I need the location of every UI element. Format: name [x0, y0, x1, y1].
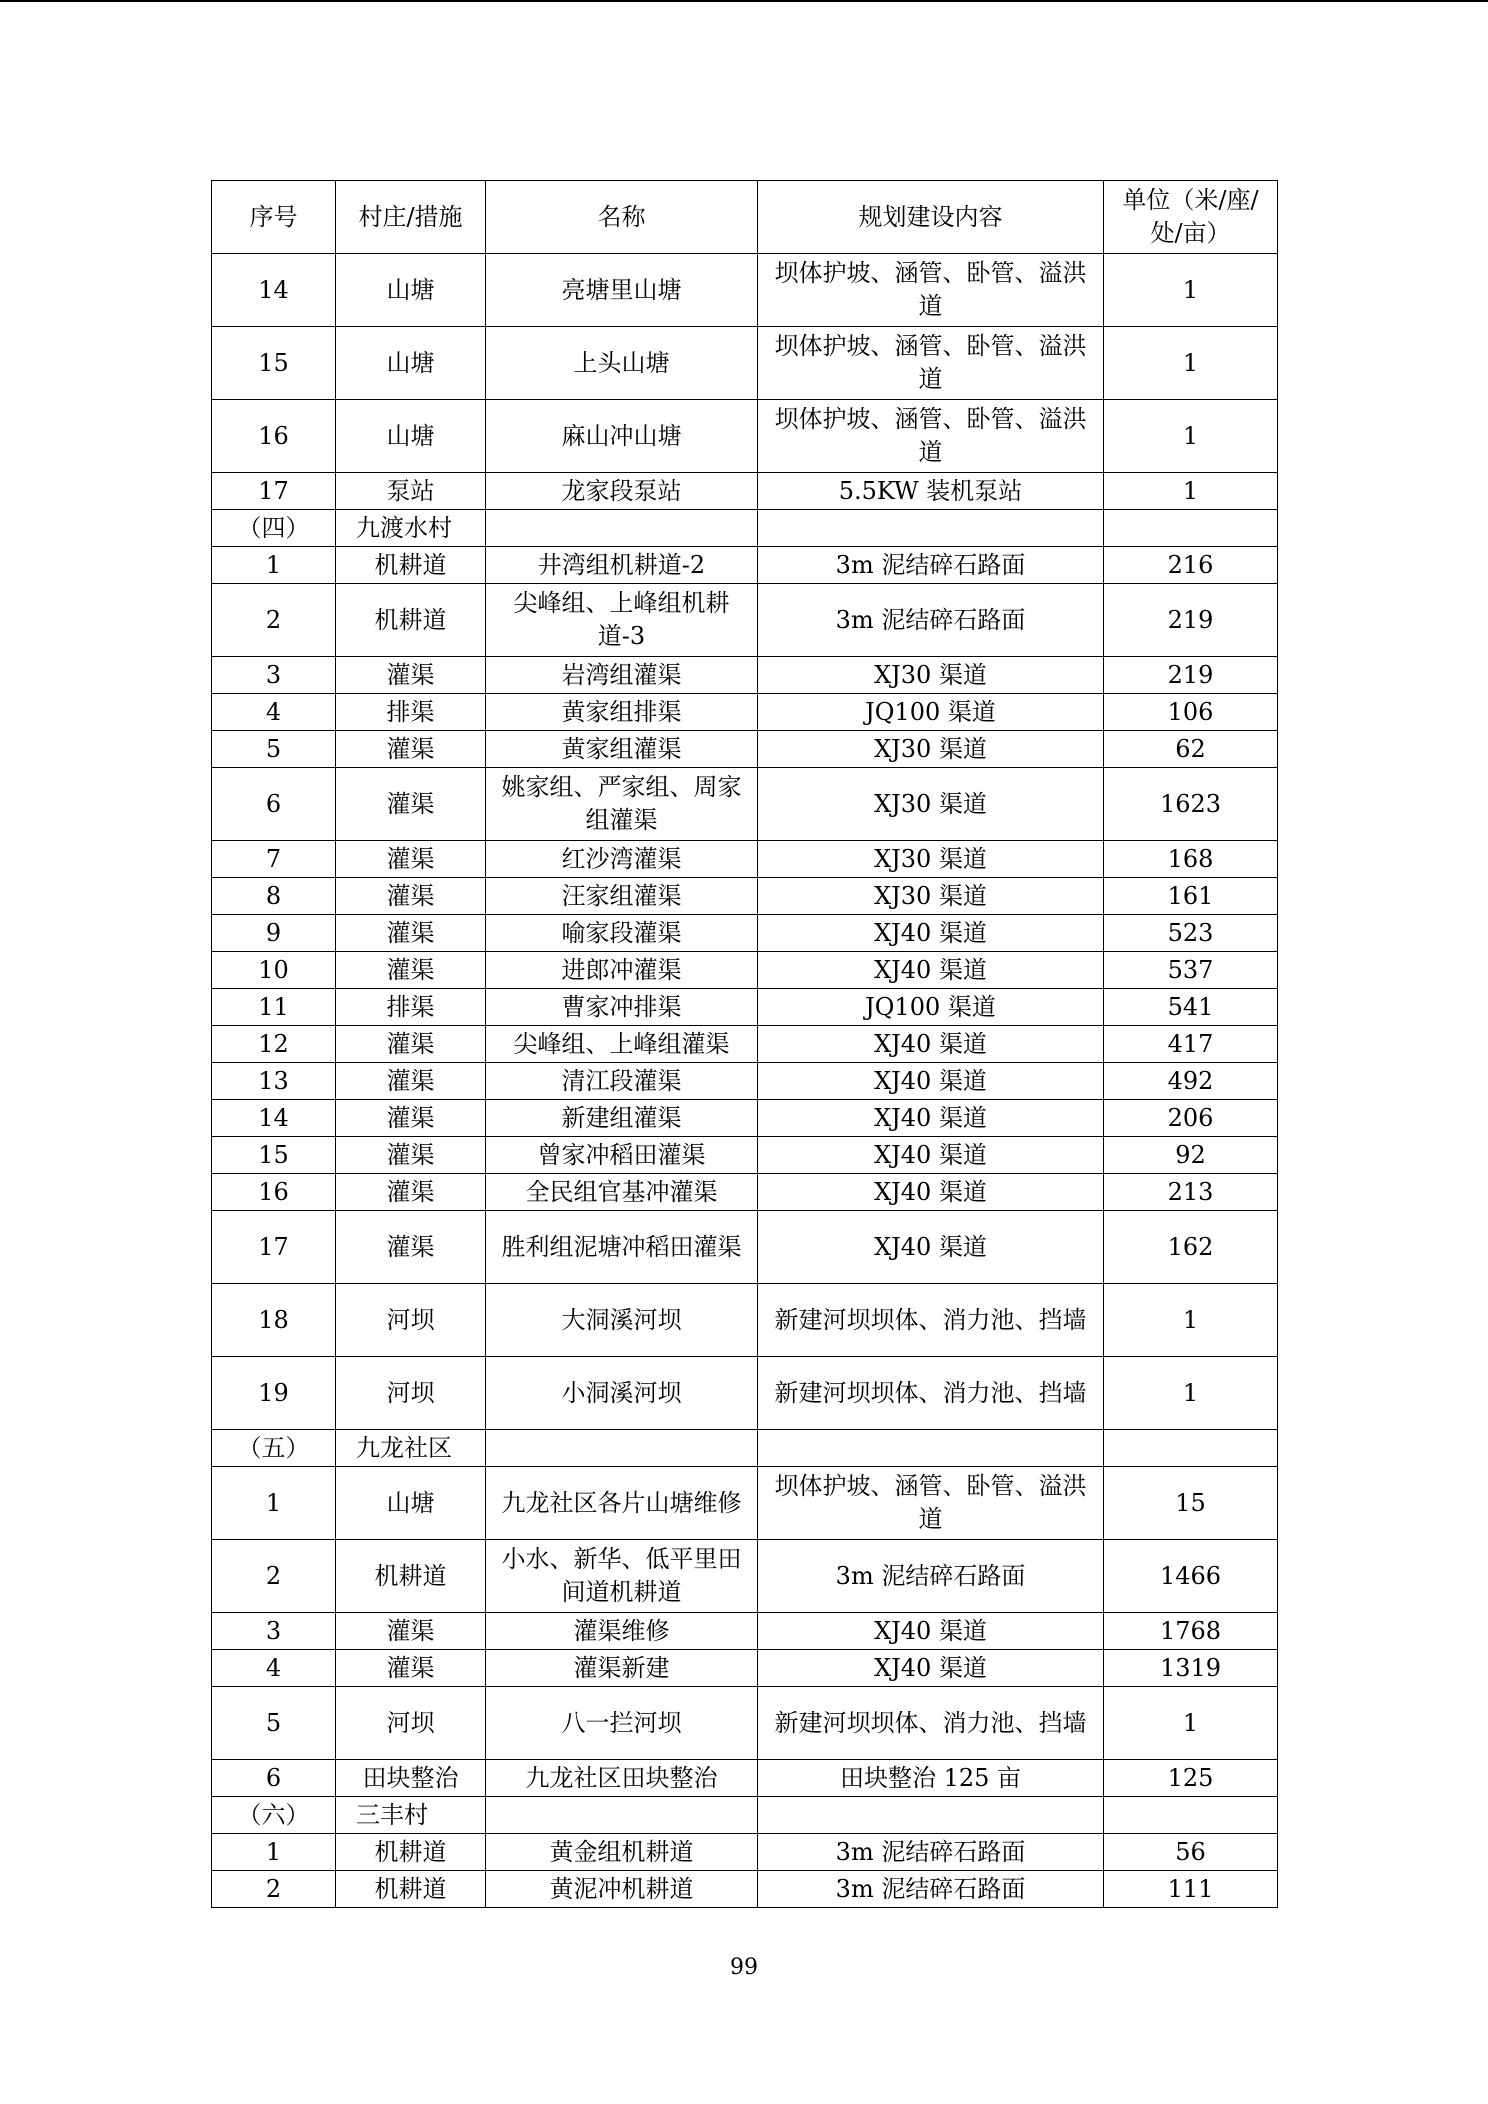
cell-content: 3m 泥结碎石路面	[758, 547, 1104, 584]
cell-content: XJ30 渠道	[758, 841, 1104, 878]
cell-category: 灌渠	[336, 952, 486, 989]
cell-quantity: 206	[1104, 1100, 1278, 1137]
cell-empty	[486, 510, 758, 547]
cell-index: 15	[212, 1137, 336, 1174]
cell-category: 灌渠	[336, 1613, 486, 1650]
cell-content: JQ100 渠道	[758, 989, 1104, 1026]
cell-content: 坝体护坡、涵管、卧管、溢洪道	[758, 1467, 1104, 1540]
cell-category: 机耕道	[336, 547, 486, 584]
header-index: 序号	[212, 181, 336, 254]
cell-index: 19	[212, 1357, 336, 1430]
cell-empty	[758, 1797, 1104, 1834]
section-village: 三丰村	[336, 1797, 486, 1834]
cell-name: 黄金组机耕道	[486, 1834, 758, 1871]
cell-name: 灌渠新建	[486, 1650, 758, 1687]
cell-index: 7	[212, 841, 336, 878]
cell-quantity: 1	[1104, 327, 1278, 400]
table-row	[212, 584, 1278, 657]
cell-category: 机耕道	[336, 1540, 486, 1613]
section-row	[212, 1430, 1278, 1467]
cell-index: 5	[212, 731, 336, 768]
cell-quantity: 523	[1104, 915, 1278, 952]
cell-category: 灌渠	[336, 841, 486, 878]
cell-category: 机耕道	[336, 1834, 486, 1871]
cell-category: 灌渠	[336, 1211, 486, 1284]
cell-content: XJ30 渠道	[758, 878, 1104, 915]
cell-category: 灌渠	[336, 878, 486, 915]
cell-name: 九龙社区各片山塘维修	[486, 1467, 758, 1540]
header-unit: 单位（米/座/处/亩）	[1104, 181, 1278, 254]
planning-table	[211, 180, 1278, 1908]
header-village-measure: 村庄/措施	[336, 181, 486, 254]
cell-name: 麻山冲山塘	[486, 400, 758, 473]
cell-category: 灌渠	[336, 1100, 486, 1137]
cell-index: 8	[212, 878, 336, 915]
header-name: 名称	[486, 181, 758, 254]
cell-index: 4	[212, 1650, 336, 1687]
cell-content: XJ40 渠道	[758, 915, 1104, 952]
cell-content: XJ40 渠道	[758, 952, 1104, 989]
cell-index: 17	[212, 1211, 336, 1284]
cell-quantity: 1	[1104, 400, 1278, 473]
table-row	[212, 547, 1278, 584]
cell-quantity: 1	[1104, 1357, 1278, 1430]
cell-index: 2	[212, 1540, 336, 1613]
cell-index: 17	[212, 473, 336, 510]
cell-name: 岩湾组灌渠	[486, 657, 758, 694]
table-row	[212, 952, 1278, 989]
cell-category: 灌渠	[336, 1026, 486, 1063]
table-row	[212, 1100, 1278, 1137]
cell-content: XJ30 渠道	[758, 768, 1104, 841]
table-header-row	[212, 181, 1278, 254]
cell-name: 曾家冲稻田灌渠	[486, 1137, 758, 1174]
cell-quantity: 492	[1104, 1063, 1278, 1100]
cell-name: 全民组官基冲灌渠	[486, 1174, 758, 1211]
cell-empty	[1104, 1797, 1278, 1834]
cell-quantity: 541	[1104, 989, 1278, 1026]
cell-quantity: 219	[1104, 657, 1278, 694]
table-row	[212, 327, 1278, 400]
table-row	[212, 1137, 1278, 1174]
section-number: （四）	[212, 510, 336, 547]
cell-name: 姚家组、严家组、周家组灌渠	[486, 768, 758, 841]
cell-category: 排渠	[336, 694, 486, 731]
table-row	[212, 1467, 1278, 1540]
cell-quantity: 1768	[1104, 1613, 1278, 1650]
cell-name: 清江段灌渠	[486, 1063, 758, 1100]
cell-category: 山塘	[336, 400, 486, 473]
table-body	[212, 254, 1278, 1908]
section-village: 九龙社区	[336, 1430, 486, 1467]
cell-category: 机耕道	[336, 584, 486, 657]
table-row	[212, 473, 1278, 510]
cell-category: 灌渠	[336, 1063, 486, 1100]
cell-category: 灌渠	[336, 915, 486, 952]
cell-category: 山塘	[336, 327, 486, 400]
table-row	[212, 1284, 1278, 1357]
cell-content: 5.5KW 装机泵站	[758, 473, 1104, 510]
table-row	[212, 915, 1278, 952]
cell-empty	[1104, 510, 1278, 547]
header-content: 规划建设内容	[758, 181, 1104, 254]
cell-index: 1	[212, 1834, 336, 1871]
table-row	[212, 768, 1278, 841]
cell-category: 山塘	[336, 254, 486, 327]
cell-name: 八一拦河坝	[486, 1687, 758, 1760]
cell-content: JQ100 渠道	[758, 694, 1104, 731]
cell-content: 坝体护坡、涵管、卧管、溢洪道	[758, 327, 1104, 400]
table-row	[212, 400, 1278, 473]
cell-quantity: 15	[1104, 1467, 1278, 1540]
cell-index: 11	[212, 989, 336, 1026]
cell-index: 9	[212, 915, 336, 952]
cell-name: 进郎冲灌渠	[486, 952, 758, 989]
cell-name: 黄泥冲机耕道	[486, 1871, 758, 1908]
cell-category: 排渠	[336, 989, 486, 1026]
cell-empty	[486, 1430, 758, 1467]
cell-content: XJ40 渠道	[758, 1650, 1104, 1687]
table-row	[212, 1760, 1278, 1797]
cell-quantity: 62	[1104, 731, 1278, 768]
cell-index: 13	[212, 1063, 336, 1100]
cell-name: 胜利组泥塘冲稻田灌渠	[486, 1211, 758, 1284]
cell-content: 新建河坝坝体、消力池、挡墙	[758, 1357, 1104, 1430]
cell-content: 3m 泥结碎石路面	[758, 1834, 1104, 1871]
cell-content: XJ30 渠道	[758, 731, 1104, 768]
cell-index: 4	[212, 694, 336, 731]
cell-name: 亮塘里山塘	[486, 254, 758, 327]
cell-quantity: 1	[1104, 1284, 1278, 1357]
cell-index: 14	[212, 254, 336, 327]
cell-content: XJ40 渠道	[758, 1026, 1104, 1063]
table-row	[212, 1211, 1278, 1284]
cell-content: XJ40 渠道	[758, 1100, 1104, 1137]
cell-quantity: 1	[1104, 1687, 1278, 1760]
cell-quantity: 1	[1104, 254, 1278, 327]
cell-quantity: 219	[1104, 584, 1278, 657]
table-row	[212, 1540, 1278, 1613]
cell-content: XJ40 渠道	[758, 1137, 1104, 1174]
cell-index: 18	[212, 1284, 336, 1357]
cell-content: 3m 泥结碎石路面	[758, 1540, 1104, 1613]
cell-category: 山塘	[336, 1467, 486, 1540]
cell-quantity: 106	[1104, 694, 1278, 731]
page-number: 99	[730, 1955, 758, 1980]
cell-empty	[486, 1797, 758, 1834]
cell-content: 坝体护坡、涵管、卧管、溢洪道	[758, 254, 1104, 327]
cell-category: 河坝	[336, 1687, 486, 1760]
section-row	[212, 1797, 1278, 1834]
cell-quantity: 537	[1104, 952, 1278, 989]
cell-index: 2	[212, 1871, 336, 1908]
cell-name: 尖峰组、上峰组灌渠	[486, 1026, 758, 1063]
cell-category: 河坝	[336, 1357, 486, 1430]
cell-quantity: 161	[1104, 878, 1278, 915]
cell-content: XJ40 渠道	[758, 1174, 1104, 1211]
cell-name: 九龙社区田块整治	[486, 1760, 758, 1797]
cell-empty	[758, 510, 1104, 547]
cell-index: 14	[212, 1100, 336, 1137]
cell-quantity: 1	[1104, 473, 1278, 510]
table-row	[212, 1174, 1278, 1211]
cell-quantity: 168	[1104, 841, 1278, 878]
cell-index: 10	[212, 952, 336, 989]
cell-category: 灌渠	[336, 731, 486, 768]
table-row	[212, 1063, 1278, 1100]
cell-name: 黄家组灌渠	[486, 731, 758, 768]
cell-category: 机耕道	[336, 1871, 486, 1908]
table-row	[212, 1871, 1278, 1908]
table-row	[212, 841, 1278, 878]
section-village: 九渡水村	[336, 510, 486, 547]
cell-content: 田块整治 125 亩	[758, 1760, 1104, 1797]
cell-index: 1	[212, 547, 336, 584]
cell-name: 井湾组机耕道-2	[486, 547, 758, 584]
table-row	[212, 1650, 1278, 1687]
cell-category: 泵站	[336, 473, 486, 510]
cell-index: 6	[212, 768, 336, 841]
cell-name: 尖峰组、上峰组机耕道-3	[486, 584, 758, 657]
cell-empty	[758, 1430, 1104, 1467]
table-row	[212, 1613, 1278, 1650]
section-number: （六）	[212, 1797, 336, 1834]
section-number: （五）	[212, 1430, 336, 1467]
cell-index: 16	[212, 400, 336, 473]
cell-category: 河坝	[336, 1284, 486, 1357]
cell-content: XJ40 渠道	[758, 1613, 1104, 1650]
table-row	[212, 731, 1278, 768]
cell-quantity: 1319	[1104, 1650, 1278, 1687]
table-row	[212, 1357, 1278, 1430]
cell-index: 6	[212, 1760, 336, 1797]
cell-category: 灌渠	[336, 1174, 486, 1211]
table-row	[212, 989, 1278, 1026]
cell-quantity: 213	[1104, 1174, 1278, 1211]
table-row	[212, 694, 1278, 731]
cell-quantity: 1623	[1104, 768, 1278, 841]
cell-content: XJ40 渠道	[758, 1063, 1104, 1100]
cell-name: 大洞溪河坝	[486, 1284, 758, 1357]
cell-quantity: 216	[1104, 547, 1278, 584]
cell-name: 小水、新华、低平里田间道机耕道	[486, 1540, 758, 1613]
table-row	[212, 657, 1278, 694]
cell-content: XJ40 渠道	[758, 1211, 1104, 1284]
cell-quantity: 56	[1104, 1834, 1278, 1871]
cell-name: 红沙湾灌渠	[486, 841, 758, 878]
cell-category: 田块整治	[336, 1760, 486, 1797]
cell-category: 灌渠	[336, 1137, 486, 1174]
cell-quantity: 1466	[1104, 1540, 1278, 1613]
top-border-line	[0, 0, 1488, 2]
cell-index: 1	[212, 1467, 336, 1540]
cell-content: 新建河坝坝体、消力池、挡墙	[758, 1687, 1104, 1760]
cell-empty	[1104, 1430, 1278, 1467]
cell-index: 12	[212, 1026, 336, 1063]
cell-name: 灌渠维修	[486, 1613, 758, 1650]
cell-category: 灌渠	[336, 768, 486, 841]
cell-content: 3m 泥结碎石路面	[758, 584, 1104, 657]
table-row	[212, 1834, 1278, 1871]
cell-index: 16	[212, 1174, 336, 1211]
cell-content: 3m 泥结碎石路面	[758, 1871, 1104, 1908]
cell-quantity: 417	[1104, 1026, 1278, 1063]
cell-index: 3	[212, 657, 336, 694]
cell-category: 灌渠	[336, 1650, 486, 1687]
cell-name: 上头山塘	[486, 327, 758, 400]
cell-index: 3	[212, 1613, 336, 1650]
cell-index: 5	[212, 1687, 336, 1760]
cell-content: 坝体护坡、涵管、卧管、溢洪道	[758, 400, 1104, 473]
cell-name: 黄家组排渠	[486, 694, 758, 731]
cell-name: 喻家段灌渠	[486, 915, 758, 952]
cell-quantity: 92	[1104, 1137, 1278, 1174]
table-row	[212, 254, 1278, 327]
table-row	[212, 1026, 1278, 1063]
cell-quantity: 162	[1104, 1211, 1278, 1284]
cell-name: 曹家冲排渠	[486, 989, 758, 1026]
cell-index: 15	[212, 327, 336, 400]
cell-quantity: 111	[1104, 1871, 1278, 1908]
cell-category: 灌渠	[336, 657, 486, 694]
cell-content: 新建河坝坝体、消力池、挡墙	[758, 1284, 1104, 1357]
cell-quantity: 125	[1104, 1760, 1278, 1797]
section-row	[212, 510, 1278, 547]
cell-content: XJ30 渠道	[758, 657, 1104, 694]
cell-index: 2	[212, 584, 336, 657]
cell-name: 汪家组灌渠	[486, 878, 758, 915]
cell-name: 新建组灌渠	[486, 1100, 758, 1137]
table-row	[212, 878, 1278, 915]
table-row	[212, 1687, 1278, 1760]
cell-name: 小洞溪河坝	[486, 1357, 758, 1430]
cell-name: 龙家段泵站	[486, 473, 758, 510]
